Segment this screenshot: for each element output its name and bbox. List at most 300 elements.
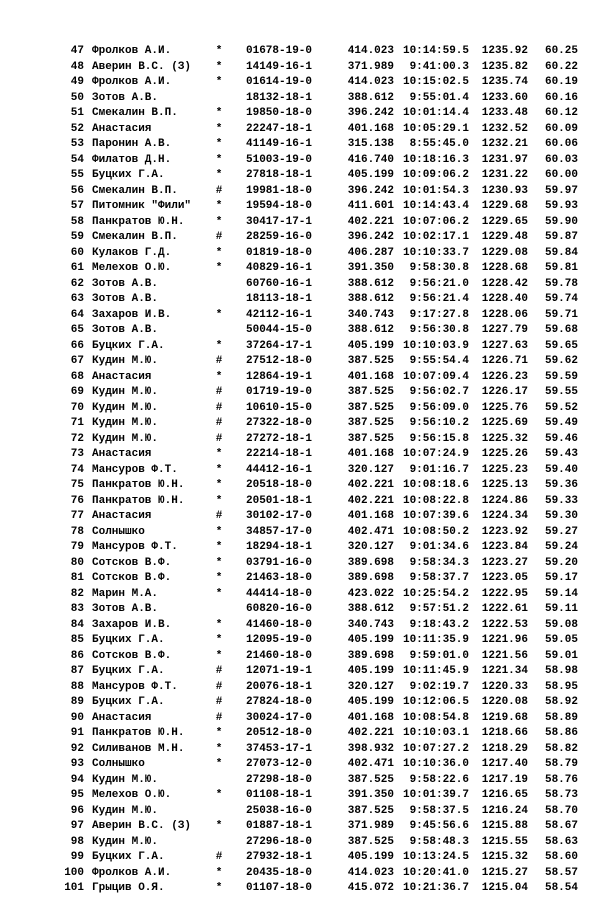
rank-number: 51 (70, 107, 84, 119)
table-row (0, 401, 600, 417)
arrival-time: 9:58:22.6 (409, 773, 469, 786)
distance: 315.138 (347, 138, 394, 150)
points: 58.89 (544, 711, 578, 724)
ring-number: 30417-17-1 (246, 215, 313, 228)
participant-name: Мелехов О.Ю. (92, 262, 172, 274)
rank-number: 59 (70, 231, 84, 243)
entry-mark: * (215, 463, 223, 476)
ring-number: 27818-18-1 (246, 169, 313, 181)
arrival-time: 9:58:48.3 (409, 835, 469, 848)
table-row (0, 587, 600, 603)
rank-number: 80 (70, 556, 84, 569)
rank-number: 49 (70, 76, 84, 88)
table-row (0, 618, 600, 634)
entry-mark: * (215, 122, 223, 135)
ring-number: 20512-18-0 (246, 727, 313, 739)
distance: 401.168 (347, 711, 394, 724)
arrival-time: 10:21:36.7 (402, 882, 469, 894)
arrival-time: 8:55:45.0 (409, 138, 469, 150)
points: 59.33 (544, 494, 578, 507)
table-row (0, 215, 600, 231)
entry-mark: * (215, 618, 223, 631)
distance: 415.072 (347, 882, 394, 894)
points: 60.09 (544, 122, 578, 135)
distance: 387.525 (347, 773, 394, 786)
distance: 340.743 (347, 618, 394, 631)
participant-name: Смекалин В.П. (92, 184, 178, 197)
arrival-time: 9:57:51.2 (409, 603, 469, 615)
points: 59.78 (544, 277, 578, 290)
distance: 396.242 (347, 184, 394, 197)
rank-number: 57 (70, 200, 84, 212)
points: 60.16 (544, 91, 578, 104)
participant-name: Захаров И.В. (92, 618, 172, 631)
ring-number: 14149-16-1 (246, 60, 313, 73)
participant-name: Паронин А.В. (92, 138, 172, 150)
speed: 1231.22 (481, 169, 528, 181)
ring-number: 01819-18-0 (246, 246, 313, 259)
arrival-time: 10:13:24.5 (402, 851, 469, 863)
ring-number: 44412-16-1 (246, 463, 313, 476)
table-row (0, 726, 600, 742)
participant-name: Мелехов О.Ю. (92, 789, 172, 801)
ring-number: 22214-18-1 (246, 448, 313, 460)
table-row (0, 556, 600, 572)
points: 59.74 (544, 293, 578, 305)
table-row (0, 122, 600, 138)
participant-name: Филатов Д.Н. (92, 153, 172, 166)
points: 58.98 (544, 665, 578, 677)
table-row (0, 494, 600, 510)
entry-mark: * (215, 866, 223, 879)
arrival-time: 10:12:06.5 (402, 696, 469, 708)
ring-number: 27272-18-1 (246, 432, 313, 445)
distance: 405.199 (347, 696, 394, 708)
rank-number: 50 (70, 91, 84, 104)
rank-number: 91 (70, 727, 84, 739)
participant-name: Панкратов Ю.Н. (92, 215, 185, 228)
ring-number: 12864-19-1 (246, 370, 313, 383)
arrival-time: 10:10:03.1 (402, 727, 469, 739)
table-row (0, 773, 600, 789)
distance: 402.221 (347, 727, 394, 739)
ring-number: 60820-16-0 (246, 603, 313, 615)
table-row (0, 308, 600, 324)
ring-number: 19594-18-0 (246, 200, 313, 212)
speed: 1229.48 (481, 231, 528, 243)
arrival-time: 9:58:37.5 (409, 804, 469, 817)
speed: 1224.34 (481, 510, 528, 522)
rank-number: 86 (70, 649, 84, 662)
rank-number: 52 (70, 122, 84, 135)
entry-mark: * (215, 820, 223, 832)
ring-number: 21463-18-0 (246, 572, 313, 584)
entry-mark: # (215, 386, 223, 398)
distance: 402.221 (347, 215, 394, 228)
table-row (0, 168, 600, 184)
participant-name: Буцких Г.А. (92, 696, 165, 708)
points: 59.30 (544, 510, 578, 522)
rank-number: 92 (70, 742, 84, 755)
rank-number: 87 (70, 665, 84, 677)
table-row (0, 60, 600, 76)
rank-number: 90 (70, 711, 84, 724)
distance: 320.127 (347, 680, 394, 693)
speed: 1227.79 (481, 324, 528, 336)
points: 58.76 (544, 773, 578, 786)
ring-number: 18294-18-1 (246, 541, 313, 553)
entry-mark: # (215, 417, 223, 429)
ring-number: 27824-18-0 (246, 696, 313, 708)
table-row (0, 230, 600, 246)
participant-name: Анастасия (92, 510, 152, 522)
arrival-time: 9:59:01.0 (409, 649, 469, 662)
distance: 387.525 (347, 804, 394, 817)
distance: 406.287 (347, 246, 394, 259)
distance: 405.199 (347, 339, 394, 352)
arrival-time: 10:11:35.9 (402, 634, 469, 646)
ring-number: 27932-18-1 (246, 851, 313, 863)
arrival-time: 10:15:02.5 (402, 76, 469, 88)
participant-name: Анастасия (92, 122, 152, 135)
arrival-time: 9:17:27.8 (409, 308, 469, 321)
entry-mark: * (215, 494, 223, 507)
rank-number: 66 (70, 339, 84, 352)
table-row (0, 153, 600, 169)
ring-number: 01107-18-0 (246, 882, 313, 894)
participant-name: Кудин М.Ю. (92, 417, 159, 429)
speed: 1228.06 (481, 308, 528, 321)
participant-name: Кудин М.Ю. (92, 355, 159, 367)
distance: 411.601 (347, 200, 394, 212)
points: 59.08 (544, 618, 578, 631)
participant-name: Фролков А.И. (92, 45, 172, 57)
speed: 1225.26 (481, 448, 528, 460)
ring-number: 01108-18-1 (246, 789, 313, 801)
table-row (0, 106, 600, 122)
points: 59.65 (544, 339, 578, 352)
rank-number: 94 (70, 773, 84, 786)
table-row (0, 199, 600, 215)
table-row (0, 323, 600, 339)
ring-number: 18113-18-1 (246, 293, 313, 305)
rank-number: 58 (70, 215, 84, 228)
distance: 387.525 (347, 835, 394, 848)
arrival-time: 10:01:39.7 (402, 789, 469, 801)
table-row (0, 91, 600, 107)
entry-mark: * (215, 634, 223, 646)
participant-name: Панкратов Ю.Н. (92, 479, 185, 491)
table-row (0, 695, 600, 711)
arrival-time: 9:56:10.2 (409, 417, 469, 429)
speed: 1217.19 (481, 773, 528, 786)
rank-number: 55 (70, 169, 84, 181)
participant-name: Захаров И.В. (92, 308, 172, 321)
speed: 1232.21 (481, 138, 528, 150)
ring-number: 50044-15-0 (246, 324, 313, 336)
points: 59.24 (544, 541, 578, 553)
speed: 1223.84 (481, 541, 528, 553)
participant-name: Смекалин В.П. (92, 231, 178, 243)
participant-name: Буцких Г.А. (92, 851, 165, 863)
table-row (0, 525, 600, 541)
entry-mark: # (215, 696, 223, 708)
rank-number: 81 (70, 572, 84, 584)
rank-number: 63 (70, 293, 84, 305)
ring-number: 27298-18-0 (246, 773, 313, 786)
speed: 1215.32 (481, 851, 528, 863)
ring-number: 41460-18-0 (246, 618, 313, 631)
ring-number: 12095-19-0 (246, 634, 313, 646)
speed: 1220.33 (481, 680, 528, 693)
speed: 1223.92 (481, 525, 528, 538)
speed: 1235.74 (481, 76, 528, 88)
table-row (0, 819, 600, 835)
entry-mark: * (215, 525, 223, 538)
table-row (0, 680, 600, 696)
speed: 1229.08 (481, 246, 528, 259)
table-row (0, 633, 600, 649)
speed: 1221.96 (481, 634, 528, 646)
participant-name: Зотов А.В. (92, 91, 159, 104)
speed: 1215.27 (481, 866, 528, 879)
points: 58.73 (544, 789, 578, 801)
entry-mark: * (215, 262, 223, 274)
ring-number: 19981-18-0 (246, 184, 313, 197)
points: 59.62 (544, 355, 578, 367)
table-row (0, 370, 600, 386)
points: 59.68 (544, 324, 578, 336)
points: 58.86 (544, 727, 578, 739)
ring-number: 30102-17-0 (246, 510, 313, 522)
ring-number: 20076-18-1 (246, 680, 313, 693)
speed: 1220.08 (481, 696, 528, 708)
ring-number: 27512-18-0 (246, 355, 313, 367)
speed: 1219.68 (481, 711, 528, 724)
rank-number: 71 (70, 417, 84, 429)
speed: 1215.55 (481, 835, 528, 848)
distance: 388.612 (347, 603, 394, 615)
ring-number: 27073-12-0 (246, 758, 313, 770)
arrival-time: 9:56:09.0 (409, 401, 469, 414)
participant-name: Мансуров Ф.Т. (92, 541, 178, 553)
arrival-time: 10:10:03.9 (402, 339, 469, 352)
arrival-time: 10:10:33.7 (402, 246, 469, 259)
ring-number: 37453-17-1 (246, 742, 313, 755)
rank-number: 68 (70, 370, 84, 383)
entry-mark: * (215, 587, 223, 600)
rank-number: 67 (70, 355, 84, 367)
distance: 388.612 (347, 91, 394, 104)
speed: 1216.65 (481, 789, 528, 801)
table-row (0, 354, 600, 370)
participant-name: Кудин М.Ю. (92, 401, 159, 414)
ring-number: 34857-17-0 (246, 525, 313, 538)
points: 60.19 (544, 76, 578, 88)
arrival-time: 9:58:34.3 (409, 556, 469, 569)
participant-name: Силиванов М.Н. (92, 742, 185, 755)
participant-name: Сотсков В.Ф. (92, 556, 172, 569)
arrival-time: 10:08:50.2 (402, 525, 469, 538)
ring-number: 20435-18-0 (246, 866, 313, 879)
points: 59.90 (544, 215, 578, 228)
points: 59.11 (544, 603, 578, 615)
rank-number: 48 (70, 60, 84, 73)
ring-number: 18132-18-1 (246, 91, 313, 104)
participant-name: Буцких Г.А. (92, 665, 165, 677)
table-row (0, 757, 600, 773)
entry-mark: # (215, 184, 223, 197)
entry-mark: * (215, 107, 223, 119)
ring-number: 19850-18-0 (246, 107, 313, 119)
distance: 401.168 (347, 448, 394, 460)
arrival-time: 10:08:18.6 (402, 479, 469, 491)
table-row (0, 478, 600, 494)
arrival-time: 10:07:06.2 (402, 215, 469, 228)
ring-number: 27296-18-0 (246, 835, 313, 848)
rank-number: 73 (70, 448, 84, 460)
distance: 414.023 (347, 45, 394, 57)
participant-name: Смекалин В.П. (92, 107, 178, 119)
points: 59.36 (544, 479, 578, 491)
rank-number: 53 (70, 138, 84, 150)
participant-name: Фролков А.И. (92, 76, 172, 88)
points: 58.79 (544, 758, 578, 770)
participant-name: Марин М.А. (92, 587, 159, 600)
participant-name: Солнышко (92, 758, 145, 770)
ring-number: 22247-18-1 (246, 122, 313, 135)
rank-number: 47 (70, 45, 84, 57)
ring-number: 03791-16-0 (246, 556, 313, 569)
distance: 398.932 (347, 742, 394, 755)
arrival-time: 9:56:15.8 (409, 432, 469, 445)
table-row (0, 742, 600, 758)
arrival-time: 9:02:19.7 (409, 680, 469, 693)
entry-mark: * (215, 370, 223, 383)
arrival-time: 10:18:16.3 (402, 153, 469, 166)
ring-number: 28259-16-0 (246, 231, 313, 243)
speed: 1226.17 (481, 386, 528, 398)
rank-number: 77 (70, 510, 84, 522)
entry-mark: * (215, 789, 223, 801)
ring-number: 01887-18-1 (246, 820, 313, 832)
distance: 401.168 (347, 122, 394, 135)
ring-number: 42112-16-1 (246, 308, 313, 321)
entry-mark: * (215, 758, 223, 770)
table-row (0, 850, 600, 866)
ring-number: 01719-19-0 (246, 386, 313, 398)
table-row (0, 339, 600, 355)
table-row (0, 711, 600, 727)
entry-mark: # (215, 680, 223, 693)
points: 58.63 (544, 835, 578, 848)
distance: 405.199 (347, 851, 394, 863)
entry-mark: * (215, 882, 223, 894)
table-row (0, 416, 600, 432)
entry-mark: # (215, 231, 223, 243)
arrival-time: 9:41:00.3 (409, 60, 469, 73)
distance: 389.698 (347, 556, 394, 569)
rank-number: 56 (70, 184, 84, 197)
arrival-time: 10:02:17.1 (402, 231, 469, 243)
points: 59.71 (544, 308, 578, 321)
table-row (0, 881, 600, 897)
points: 59.87 (544, 231, 578, 243)
points: 59.43 (544, 448, 578, 460)
arrival-time: 9:45:56.6 (409, 820, 469, 832)
ring-number: 60760-16-1 (246, 277, 313, 290)
points: 59.59 (544, 370, 578, 383)
speed: 1227.63 (481, 339, 528, 352)
speed: 1226.71 (481, 355, 528, 367)
rank-number: 88 (70, 680, 84, 693)
distance: 391.350 (347, 789, 394, 801)
ring-number: 40829-16-1 (246, 262, 313, 274)
distance: 320.127 (347, 463, 394, 476)
speed: 1225.76 (481, 401, 528, 414)
table-row (0, 602, 600, 618)
points: 58.70 (544, 804, 578, 817)
entry-mark: * (215, 479, 223, 491)
participant-name: Фролков А.И. (92, 866, 172, 879)
points: 59.05 (544, 634, 578, 646)
ring-number: 20501-18-1 (246, 494, 313, 507)
rank-number: 78 (70, 525, 84, 538)
distance: 387.525 (347, 432, 394, 445)
speed: 1235.82 (481, 60, 528, 73)
entry-mark: * (215, 153, 223, 166)
points: 58.57 (544, 866, 578, 879)
arrival-time: 9:55:54.4 (409, 355, 469, 367)
rank-number: 79 (70, 541, 84, 553)
points: 59.93 (544, 200, 578, 212)
rank-number: 85 (70, 634, 84, 646)
distance: 388.612 (347, 324, 394, 336)
distance: 402.221 (347, 494, 394, 507)
distance: 416.740 (347, 153, 394, 166)
rank-number: 96 (70, 804, 84, 817)
speed: 1231.97 (481, 153, 528, 166)
speed: 1218.29 (481, 742, 528, 755)
speed: 1222.95 (481, 587, 528, 600)
entry-mark: * (215, 200, 223, 212)
ring-number: 10610-15-0 (246, 401, 313, 414)
speed: 1224.86 (481, 494, 528, 507)
speed: 1228.68 (481, 262, 528, 274)
speed: 1225.13 (481, 479, 528, 491)
distance: 387.525 (347, 355, 394, 367)
rank-number: 72 (70, 432, 84, 445)
rank-number: 61 (70, 262, 84, 274)
table-row (0, 246, 600, 262)
speed: 1230.93 (481, 184, 528, 197)
rank-number: 100 (64, 866, 84, 879)
entry-mark: * (215, 60, 223, 73)
rank-number: 54 (70, 153, 84, 166)
speed: 1215.04 (481, 882, 528, 894)
rank-number: 99 (70, 851, 84, 863)
arrival-time: 10:01:14.4 (402, 107, 469, 119)
distance: 388.612 (347, 293, 394, 305)
distance: 405.199 (347, 634, 394, 646)
arrival-time: 10:10:36.0 (402, 758, 469, 770)
distance: 401.168 (347, 370, 394, 383)
distance: 396.242 (347, 231, 394, 243)
arrival-time: 10:14:43.4 (402, 200, 469, 212)
speed: 1228.40 (481, 293, 528, 305)
distance: 396.242 (347, 107, 394, 119)
distance: 387.525 (347, 401, 394, 414)
